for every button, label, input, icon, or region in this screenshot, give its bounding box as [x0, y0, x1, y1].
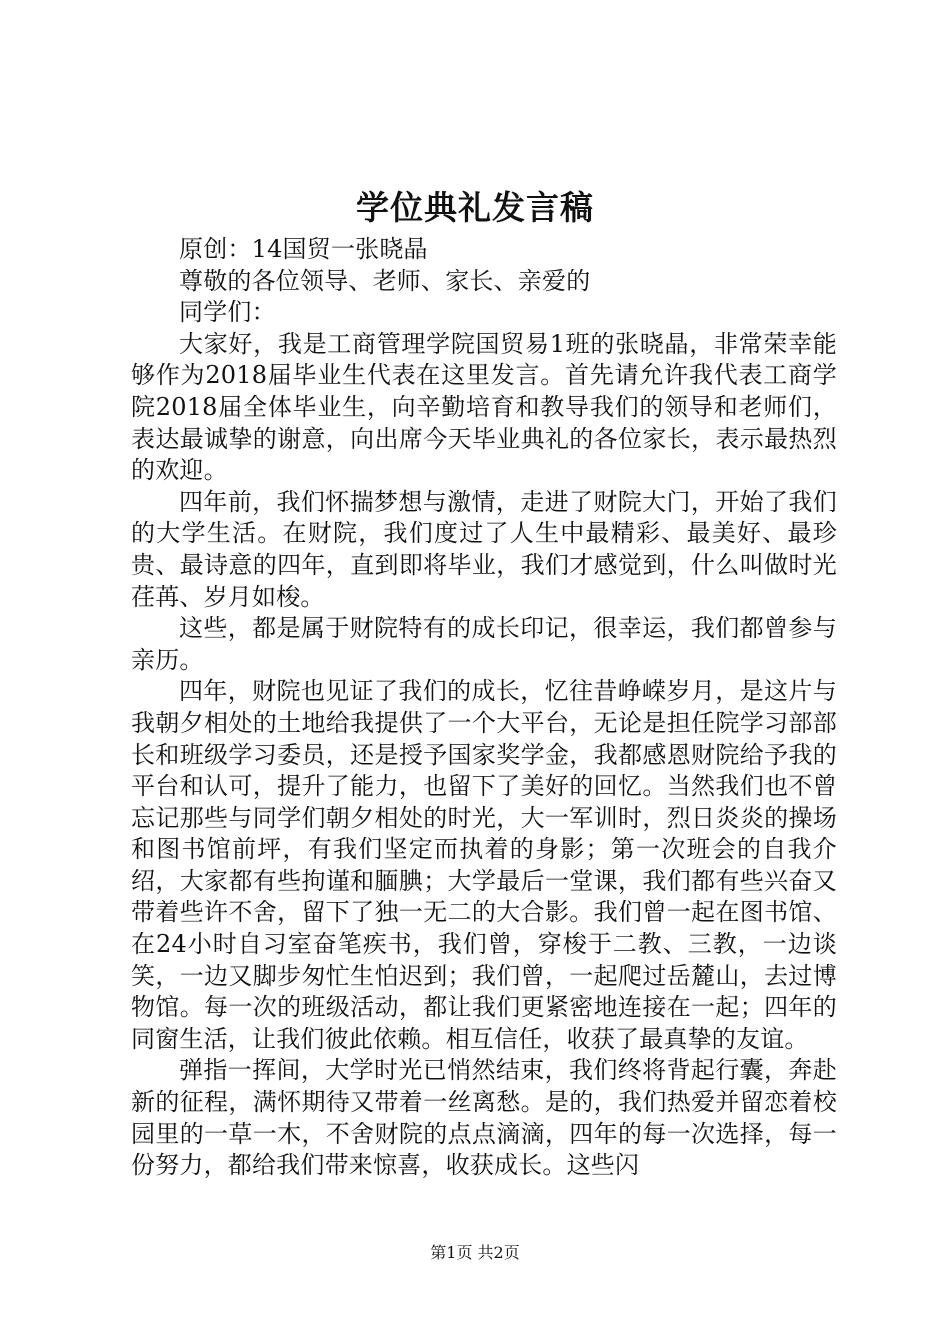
document-title: 学位典礼发言稿: [356, 188, 594, 227]
salutation-line-continued: 同学们：: [179, 298, 276, 327]
page-number: 第1页 共2页: [430, 1243, 520, 1262]
paragraph-greeting: 大家好，我是工商管理学院国贸易1班的张晓晶，非常荣幸能够作为2018届毕业生代表在这里发言。首先请允许我代表工商学院2018届全体毕业生，向辛勤培育和教导我们的领导和老师们，表达最诚挚的谢意，向出席今天毕业典礼的各位家长，表示最热烈的欢迎。: [131, 329, 837, 485]
document-body: [131, 234, 837, 1182]
paragraph-growth-marks: 这些，都是属于财院特有的成长印记，很幸运，我们都曾参与亲历。: [131, 614, 837, 674]
paragraph-four-years-ago: 四年前，我们怀揣梦想与激情，走进了财院大门，开始了我们的大学生活。在财院，我们度过了人生中最精彩、最美好、最珍贵、最诗意的四年，直到即将毕业，我们才感觉到，什么叫做时光荏苒、岁月如梭。: [131, 487, 837, 611]
salutation-line: 尊敬的各位领导、老师、家长、亲爱的: [179, 266, 591, 295]
paragraph-farewell: 弹指一挥间，大学时光已悄然结束，我们终将背起行囊，奔赴新的征程，满怀期待又带着一丝离愁。是的，我们热爱并留恋着校园里的一草一木，不舍财院的点点滴滴，四年的每一次选择，每一份努力，都给我们带来惊喜，收获成长。这些闪: [131, 1056, 837, 1180]
paragraph-memories: 四年，财院也见证了我们的成长，忆往昔峥嵘岁月，是这片与我朝夕相处的土地给我提供了一个大平台，无论是担任院学习部部长和班级学习委员，还是授予国家奖学金，我都感恩财院给予我的平台和认可，提升了能力，也留下了美好的回忆。当然我们也不曾忘记那些与同学们朝夕相处的时光，大一军训时，烈日炎炎的操场和图书馆前坪，有我们坚定而执着的身影；第一次班会的自我介绍，大家都有些拘谨和腼腆；大学最后一堂课，我们都有些兴奋又带着些许不舍，留下了独一无二的大合影。我们曾一起在图书馆、在24小时自习室奋笔疾书，我们曾，穿梭于二教、三教，一边谈笑，一边又脚步匆忙生怕迟到；我们曾，一起爬过岳麓山，去过博物馆。每一次的班级活动，都让我们更紧密地连接在一起；四年的同窗生活，让我们彼此依赖。相互信任，收获了最真挚的友谊。: [131, 677, 837, 1053]
author-line: 原创：14国贸一张晓晶: [179, 235, 428, 263]
